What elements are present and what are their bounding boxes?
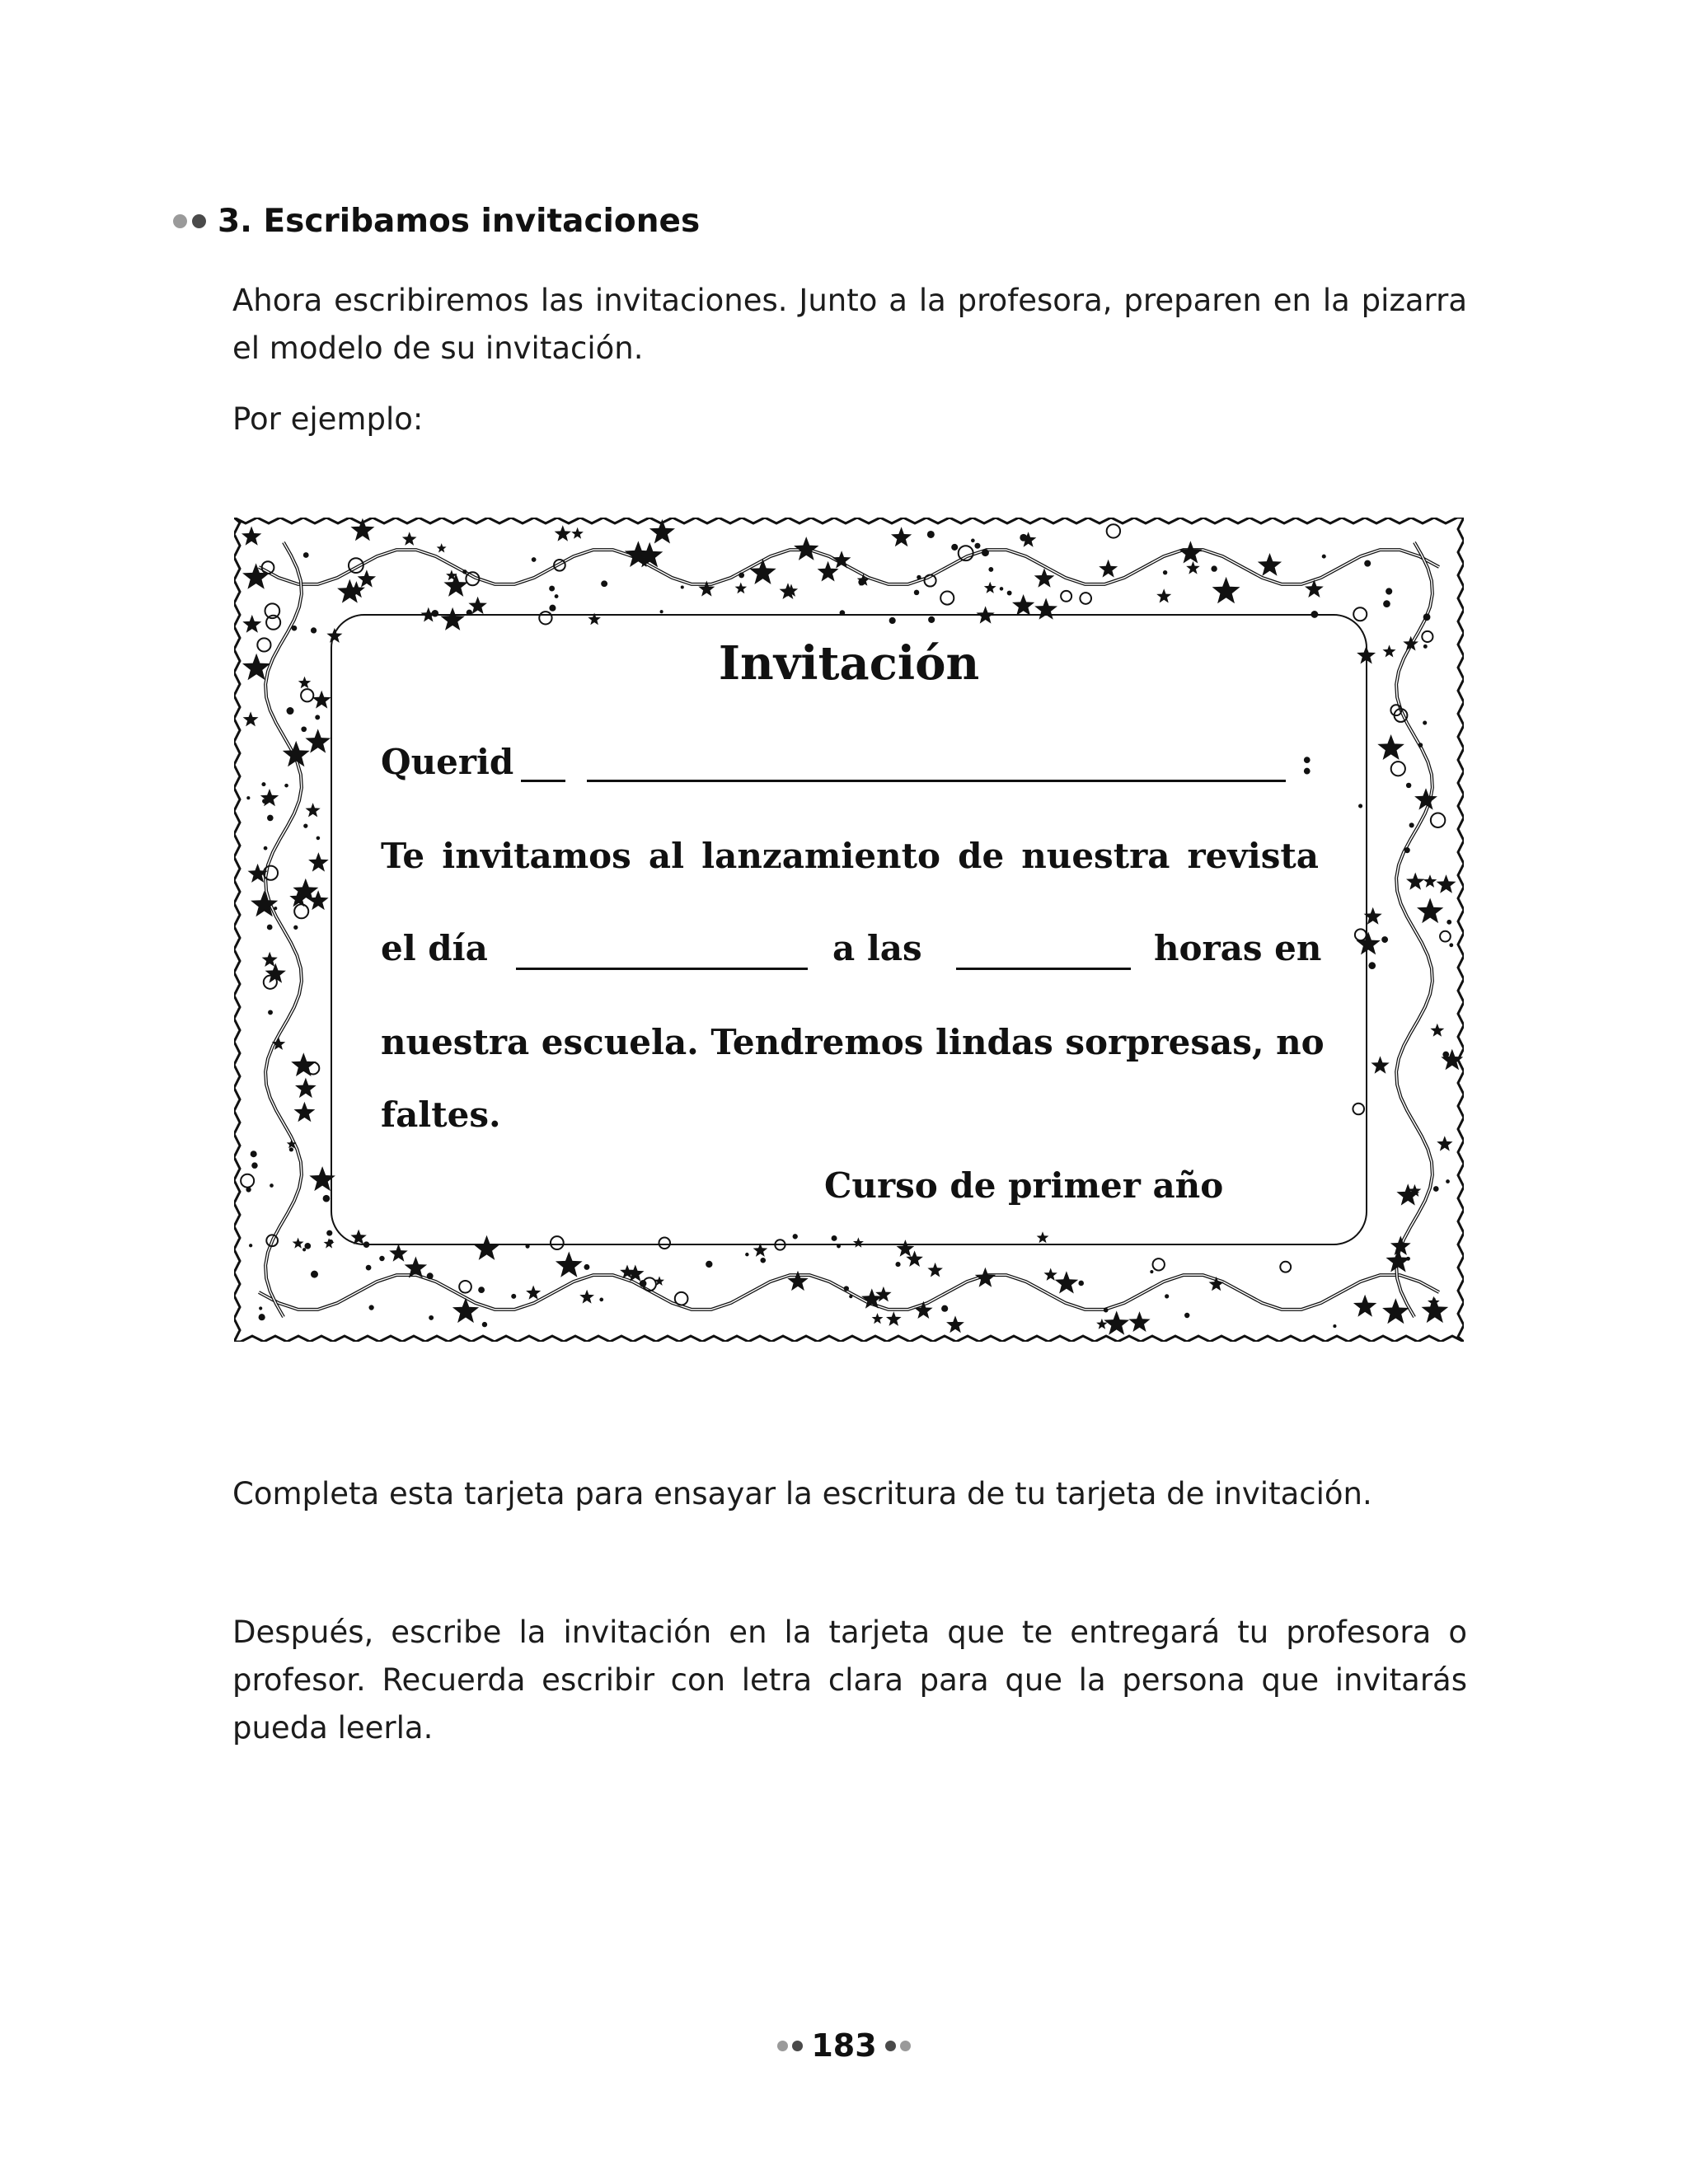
time-blank[interactable]	[956, 968, 1131, 970]
salutation-text: Querid	[381, 742, 514, 782]
instruction-paragraph-2: Después, escribe la invitación en la tarjeta que te entregará tu profesora o profesor. Recuerda escribir con letra clara para que la persona que invitarás pueda leerla.	[232, 1615, 1467, 1746]
page-number	[0, 2027, 1688, 2064]
bullet-dots-icon	[173, 214, 206, 228]
invite-line-2-day-label: el día	[381, 928, 488, 968]
recipient-name-blank[interactable]	[587, 780, 1286, 782]
salutation-ending-blank[interactable]	[521, 780, 565, 782]
card-signature: Curso de primer año	[824, 1165, 1224, 1206]
invitation-card	[234, 518, 1464, 1342]
intro-paragraph: Ahora escribiremos las invitaciones. Junto a la profesora, preparen en la pizarra el modelo de su invitación.	[232, 283, 1467, 366]
invite-line-3: nuestra escuela. Tendremos lindas sorpresas, no	[381, 1022, 1325, 1062]
invite-line-2-hours-label: horas en	[1154, 928, 1322, 968]
bullet-dots-icon	[885, 2041, 911, 2051]
section-title: 3. Escribamos invitaciones	[218, 203, 701, 240]
section-heading	[173, 203, 700, 240]
bullet-dots-icon	[777, 2041, 803, 2051]
instruction-paragraph-1: Completa esta tarjeta para ensayar la escritura de tu tarjeta de invitación.	[232, 1476, 1372, 1511]
card-title: Invitación	[718, 636, 980, 691]
page-number-text: 183	[811, 2027, 877, 2064]
example-label: Por ejemplo:	[232, 401, 424, 437]
invite-line-4: faltes.	[381, 1094, 501, 1135]
salutation-colon: :	[1301, 742, 1314, 782]
invite-line-2-time-label: a las	[832, 928, 922, 968]
day-blank[interactable]	[516, 968, 808, 970]
invite-line-1: Te invitamos al lanzamiento de nuestra revista	[381, 836, 1319, 876]
